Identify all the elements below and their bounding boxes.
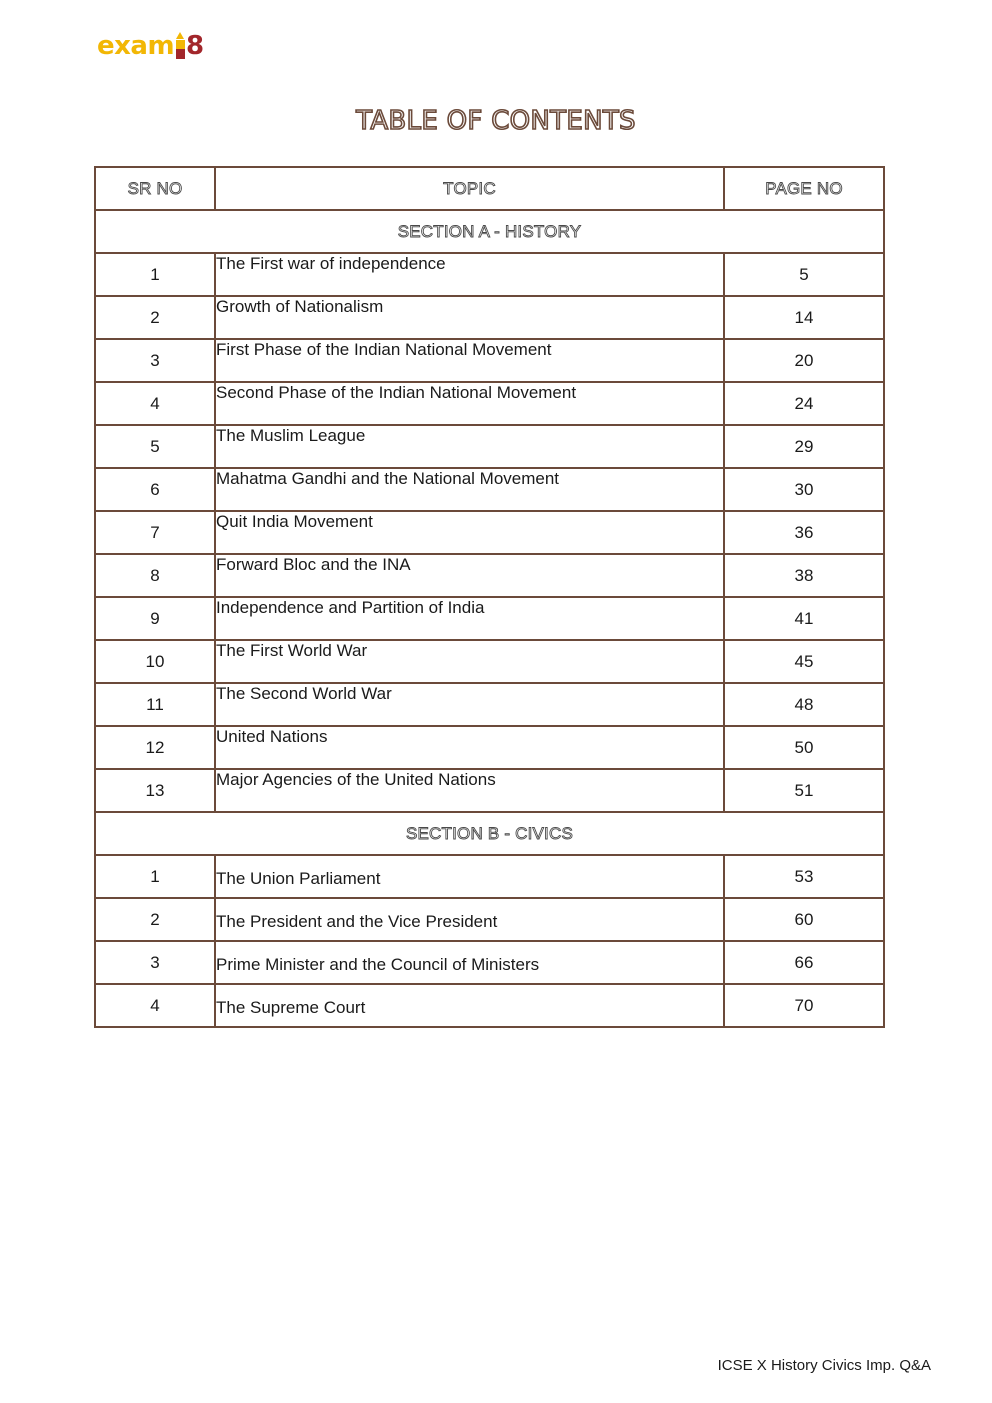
row-topic: Second Phase of the Indian National Movement [215, 382, 724, 425]
table-header-row [95, 167, 884, 210]
footer-text: ICSE X History Civics Imp. Q&A [717, 1357, 931, 1374]
header-page-no: PAGE NO [724, 167, 884, 210]
row-sr-no: 1 [95, 253, 215, 296]
row-page-no: 5 [724, 253, 884, 296]
row-page-no: 53 [724, 855, 884, 898]
row-sr-no: 11 [95, 683, 215, 726]
row-topic: The Muslim League [215, 425, 724, 468]
table-row [95, 468, 884, 511]
section-row [95, 812, 884, 855]
table-row [95, 425, 884, 468]
row-page-no: 29 [724, 425, 884, 468]
row-page-no: 36 [724, 511, 884, 554]
header-topic: TOPIC [215, 167, 724, 210]
row-page-no: 14 [724, 296, 884, 339]
row-topic: First Phase of the Indian National Movement [215, 339, 724, 382]
row-sr-no: 8 [95, 554, 215, 597]
row-page-no: 41 [724, 597, 884, 640]
row-page-no: 30 [724, 468, 884, 511]
page-title: TABLE OF CONTENTS [356, 106, 636, 136]
row-topic: The First World War [215, 640, 724, 683]
row-topic: The Union Parliament [215, 855, 724, 898]
row-sr-no: 2 [95, 898, 215, 941]
table-row [95, 683, 884, 726]
section-row [95, 210, 884, 253]
row-sr-no: 9 [95, 597, 215, 640]
table-row [95, 339, 884, 382]
logo-number: 8 [186, 31, 204, 61]
row-topic: Quit India Movement [215, 511, 724, 554]
row-page-no: 24 [724, 382, 884, 425]
row-topic: Mahatma Gandhi and the National Movement [215, 468, 724, 511]
row-topic: Growth of Nationalism [215, 296, 724, 339]
table-row [95, 382, 884, 425]
row-sr-no: 1 [95, 855, 215, 898]
row-topic: Prime Minister and the Council of Ministers [215, 941, 724, 984]
row-page-no: 20 [724, 339, 884, 382]
row-page-no: 45 [724, 640, 884, 683]
row-topic: The Supreme Court [215, 984, 724, 1027]
row-sr-no: 7 [95, 511, 215, 554]
row-sr-no: 4 [95, 984, 215, 1027]
row-sr-no: 3 [95, 941, 215, 984]
row-topic: The Second World War [215, 683, 724, 726]
row-topic: The First war of independence [215, 253, 724, 296]
row-sr-no: 5 [95, 425, 215, 468]
logo-word: exam [97, 31, 175, 61]
table-row [95, 511, 884, 554]
row-page-no: 50 [724, 726, 884, 769]
row-page-no: 66 [724, 941, 884, 984]
table-row [95, 640, 884, 683]
section-title: SECTION A - HISTORY [95, 210, 884, 253]
row-sr-no: 3 [95, 339, 215, 382]
row-sr-no: 13 [95, 769, 215, 812]
row-page-no: 70 [724, 984, 884, 1027]
table-row [95, 597, 884, 640]
table-row [95, 554, 884, 597]
row-sr-no: 2 [95, 296, 215, 339]
row-sr-no: 6 [95, 468, 215, 511]
table-row [95, 898, 884, 941]
row-topic: Independence and Partition of India [215, 597, 724, 640]
row-topic: Major Agencies of the United Nations [215, 769, 724, 812]
row-sr-no: 12 [95, 726, 215, 769]
table-row [95, 253, 884, 296]
row-page-no: 60 [724, 898, 884, 941]
header-sr-no: SR NO [95, 167, 215, 210]
pencil-icon [176, 32, 185, 59]
row-topic: United Nations [215, 726, 724, 769]
table-of-contents [94, 166, 885, 1028]
row-page-no: 48 [724, 683, 884, 726]
table-row [95, 855, 884, 898]
table-row [95, 769, 884, 812]
row-page-no: 51 [724, 769, 884, 812]
row-topic: Forward Bloc and the INA [215, 554, 724, 597]
row-sr-no: 10 [95, 640, 215, 683]
exam18-logo [97, 29, 204, 61]
table-row [95, 941, 884, 984]
row-page-no: 38 [724, 554, 884, 597]
table-row [95, 296, 884, 339]
table-row [95, 984, 884, 1027]
row-sr-no: 4 [95, 382, 215, 425]
table-row [95, 726, 884, 769]
row-topic: The President and the Vice President [215, 898, 724, 941]
section-title: SECTION B - CIVICS [95, 812, 884, 855]
